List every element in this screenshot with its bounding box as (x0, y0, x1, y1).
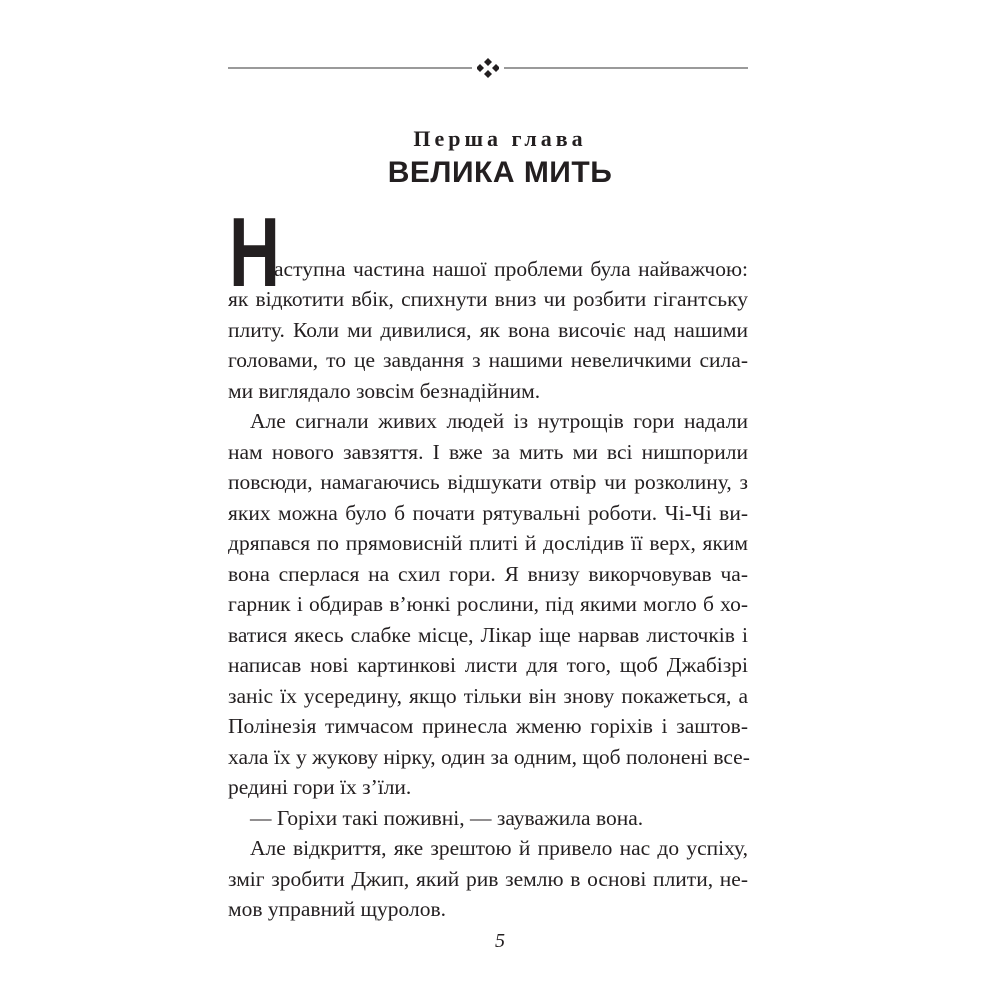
text-line: нам нового завзяття. І вже за мить ми всі нишпорили (228, 440, 748, 464)
chapter-label: Перша глава (413, 126, 587, 151)
text-line: ватися якесь слабке місце, Лікар іще нарвав листочків і (228, 623, 748, 647)
top-ornament-rule (228, 58, 748, 78)
text-line: Полінезія тимчасом принесла жменю горіхів і заштов- (228, 714, 748, 738)
text-line: редині гори їх з’їли. (228, 775, 412, 799)
text-line: аступна частина нашої проблеми була найважчою: (274, 257, 748, 281)
text-line: написав нові картинкові листи для того, щоб Джабізрі (228, 653, 748, 677)
text-line: дряпався по прямовисній плиті й дослідив її верх, яким (228, 531, 748, 555)
fleuron-icon (477, 58, 499, 78)
text-line: головами, то це завдання з нашими невеличкими сила- (228, 348, 748, 372)
text-line: ми виглядало зовсім безнадійним. (228, 379, 541, 403)
text-line: зміг зробити Джип, який рив землю в основі плити, не- (228, 867, 748, 891)
text-line: повсюди, намагаючись відшукати отвір чи розколину, з (228, 470, 748, 494)
text-line: Але сигнали живих людей із нутрощів гори надали (250, 409, 748, 433)
text-line: гарник і обдирав в’юнкі рослини, під якими могло б хо- (228, 592, 748, 616)
text-line: хала їх у жукову нірку, один за одним, щоб полонені все- (228, 745, 750, 769)
text-line: Але відкриття, яке зрештою й привело нас до успіху, (250, 836, 748, 860)
drop-cap: Н (229, 197, 280, 307)
text-line: — Горіхи такі поживні, — зауважила вона. (250, 806, 644, 830)
text-line: плиту. Коли ми дивилися, як вона височіє над нашими (228, 318, 748, 342)
rule-line-right (504, 67, 748, 69)
page-number: 5 (495, 930, 505, 952)
text-line: мов управний щуролов. (228, 897, 447, 921)
text-line: яких можна було б почати рятувальні роботи. Чі-Чі ви- (228, 501, 748, 525)
chapter-title: ВЕЛИКА МИТЬ (387, 156, 613, 189)
text-line: як відкотити вбік, спихнути вниз чи розбити гігантську (228, 287, 748, 311)
rule-line-left (228, 67, 472, 69)
text-line: вона сперлася на схил гори. Я внизу викорчовував ча- (228, 562, 748, 586)
text-line: заніс їх усередину, якщо тільки він знову покажеться, а (228, 684, 748, 708)
